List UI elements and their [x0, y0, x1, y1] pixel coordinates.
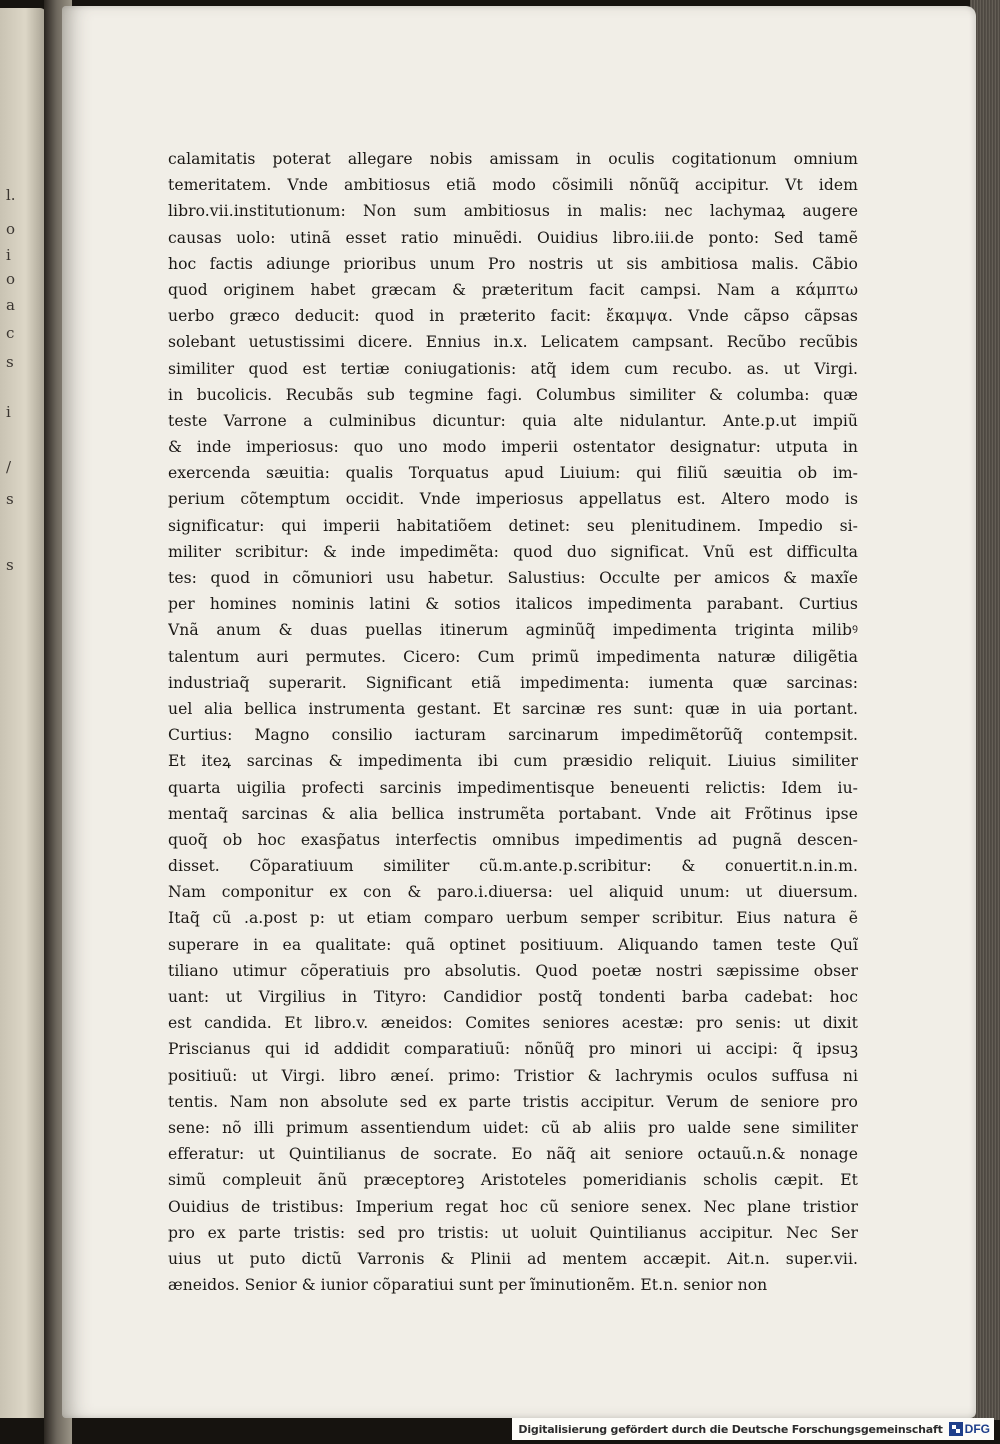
book-page — [62, 6, 976, 1418]
text-line: perium cõtemptum occidit. Vnde imperiosus appellatus est. Altero modo is — [168, 490, 858, 509]
text-line: teste Varrone a culminibus dicuntur: quia alte nidulantur. Ante.p.ut impiũ — [168, 411, 858, 430]
text-line: Curtius: Magno consilio iacturam sarcinarum impedimẽtorũq̃ contempsit. — [168, 726, 858, 745]
text-line: quarta uigilia profecti sarcinis impedimentisque beneuenti relictis: Idem iu- — [168, 778, 858, 797]
text-line: libro.vii.institutionum: Non sum ambitiosus in malis: nec lachymaꝝ augere — [168, 202, 858, 221]
text-line: uel alia bellica instrumenta gestant. Et sarcinæ res sunt: quæ in uia portant. — [168, 699, 858, 718]
text-line: solebant uetustissimi dicere. Ennius in.x. Lelicatem campsant. Recũbo recũbis — [168, 333, 858, 352]
margin-glyph: o — [6, 270, 16, 288]
text-line: hoc factis adiunge prioribus unum Pro nostris ut sis ambitiosa malis. Cãbio — [168, 254, 858, 273]
text-line: & inde imperiosus: quo uno modo imperii ostentator designatur: utputa in — [168, 438, 858, 457]
text-line: Ouidius de tristibus: Imperium regat hoc cũ seniore senex. Nec plane tristior — [168, 1197, 858, 1216]
text-line: simũ compleuit ãnũ præceptoreꝫ Aristoteles pomeridianis scholis cæpit. Et — [168, 1171, 858, 1190]
page-text-block — [168, 146, 858, 1298]
text-line: industriaq̃ superarit. Significant etiã impedimenta: iumenta quæ sarcinas: — [168, 673, 858, 692]
funding-notice: Digitalisierung gefördert durch die Deutsche Forschungsgemeinschaft — [518, 1422, 943, 1436]
text-line: tes: quod in cõmuniori usu habetur. Salustius: Occulte per amicos & maxĩe — [168, 569, 858, 587]
text-line: militer scribitur: & inde impedimẽta: quod duo significat. Vnũ est difficulta — [168, 542, 858, 561]
text-line: exercenda sæuitia: qualis Torquatus apud Liuium: qui filiũ sæuitia ob im- — [168, 464, 858, 483]
dfg-logo-label: DFG — [964, 1422, 990, 1436]
digitization-footer — [512, 1418, 994, 1440]
text-line: uerbo græco deducit: quod in præterito facit: ἔκαμψα. Vnde cãpso cãpsas — [168, 307, 858, 326]
text-line: temeritatem. Vnde ambitiosus etiã modo cõsimili nõnũq̃ accipitur. Vt idem — [168, 176, 858, 195]
text-line: sene: nõ illi primum assentiendum uidet: cũ ab aliis pro ualde sene similiter — [168, 1118, 858, 1137]
margin-glyph: c — [6, 324, 15, 342]
text-line: quod originem habet græcam & præteritum facit campsi. Nam a κάμπτω — [168, 280, 858, 299]
text-line: pro ex parte tristis: sed pro tristis: ut uoluit Quintilianus accipitur. Nec Ser — [168, 1223, 858, 1242]
text-line: mentaq̃ sarcinas & alia bellica instrumẽta portabant. Vnde ait Frõtinus ipse — [168, 804, 858, 823]
margin-glyph: s — [6, 490, 14, 508]
text-line: disset. Cõparatiuum similiter cũ.m.ante.p.scribitur: & conuertit.n.in.m. — [168, 857, 858, 876]
previous-page-edge — [0, 8, 46, 1418]
margin-glyph: s — [6, 353, 14, 371]
margin-glyph: l. — [6, 186, 16, 204]
text-line: calamitatis poterat allegare nobis amissam in oculis cogitationum omnium — [168, 150, 858, 168]
text-line: superare in ea qualitate: quã optinet positiuum. Aliquando tamen teste Quĩ — [168, 935, 858, 954]
text-line: per homines nominis latini & sotios italicos impedimenta parabant. Curtius — [168, 595, 858, 614]
text-line: efferatur: ut Quintilianus de socrate. Eo nãq̃ ait seniore octauũ.n.& nonage — [168, 1145, 858, 1164]
text-line: est candida. Et libro.v. æneidos: Comites seniores acestæ: pro senis: ut dixit — [168, 1014, 858, 1033]
text-line: talentum auri permutes. Cicero: Cum primũ impedimenta naturæ diligẽtia — [168, 647, 858, 666]
text-line: Priscianus qui id addidit comparatiuũ: nõnũq̃ pro minori ui accipi: q̃ ipsuꝫ — [168, 1040, 858, 1059]
text-line: positiuũ: ut Virgi. libro æneí. primo: Tristior & lachrymis oculos suffusa ni — [168, 1066, 858, 1085]
text-line: Vnã anum & duas puellas itinerum agminũq̃ impedimenta triginta milibꝰ — [168, 621, 858, 640]
dfg-logo — [949, 1422, 990, 1436]
text-line: in bucolicis. Recubãs sub tegmine fagi. Columbus similiter & columba: quæ — [168, 385, 858, 404]
text-line: uius ut puto dictũ Varronis & Plinii ad mentem accæpit. Ait.n. super.vii. — [168, 1249, 858, 1268]
text-line: Nam componitur ex con & paro.i.diuersa: uel aliquid unum: ut diuersum. — [168, 883, 858, 902]
margin-glyph: i — [6, 403, 11, 421]
margin-glyph: i — [6, 246, 11, 264]
text-line: uant: ut Virgilius in Tityro: Candidior postq̃ tondenti barba cadebat: hoc — [168, 988, 858, 1006]
margin-glyph: o — [6, 220, 16, 238]
text-line: significatur: qui imperii habitatiõem detinet: seu plenitudinem. Impedio si- — [168, 516, 858, 535]
text-line: Itaq̃ cũ .a.post p: ut etiam comparo uerbum semper scribitur. Eius natura ẽ — [168, 909, 858, 928]
text-line: Et iteꝝ sarcinas & impedimenta ibi cum præsidio reliquit. Liuius similiter — [168, 752, 858, 771]
text-line: similiter quod est tertiæ coniugationis: atq̃ idem cum recubo. as. ut Virgi. — [168, 359, 858, 378]
text-line: causas uolo: utinã esset ratio minuẽdi. Ouidius libro.iii.de ponto: Sed tamẽ — [168, 228, 858, 247]
margin-glyph: / — [6, 458, 12, 476]
margin-glyph: a — [6, 296, 15, 314]
text-line: tiliano utimur cõperatiuis pro absolutis. Quod poetæ nostri sæpissime obser — [168, 961, 858, 980]
text-line: quoq̃ ob hoc exasp̃atus interfectis omnibus impedimentis ad pugnã descen- — [168, 830, 858, 849]
text-line: tentis. Nam non absolute sed ex parte tristis accipitur. Verum de seniore pro — [168, 1092, 858, 1111]
margin-glyph: s — [6, 556, 14, 574]
dfg-logo-icon — [949, 1422, 963, 1436]
text-line: æneidos. Senior & iunior cõparatiui sunt per ĩminutionẽm. Et.n. senior non — [168, 1276, 768, 1295]
